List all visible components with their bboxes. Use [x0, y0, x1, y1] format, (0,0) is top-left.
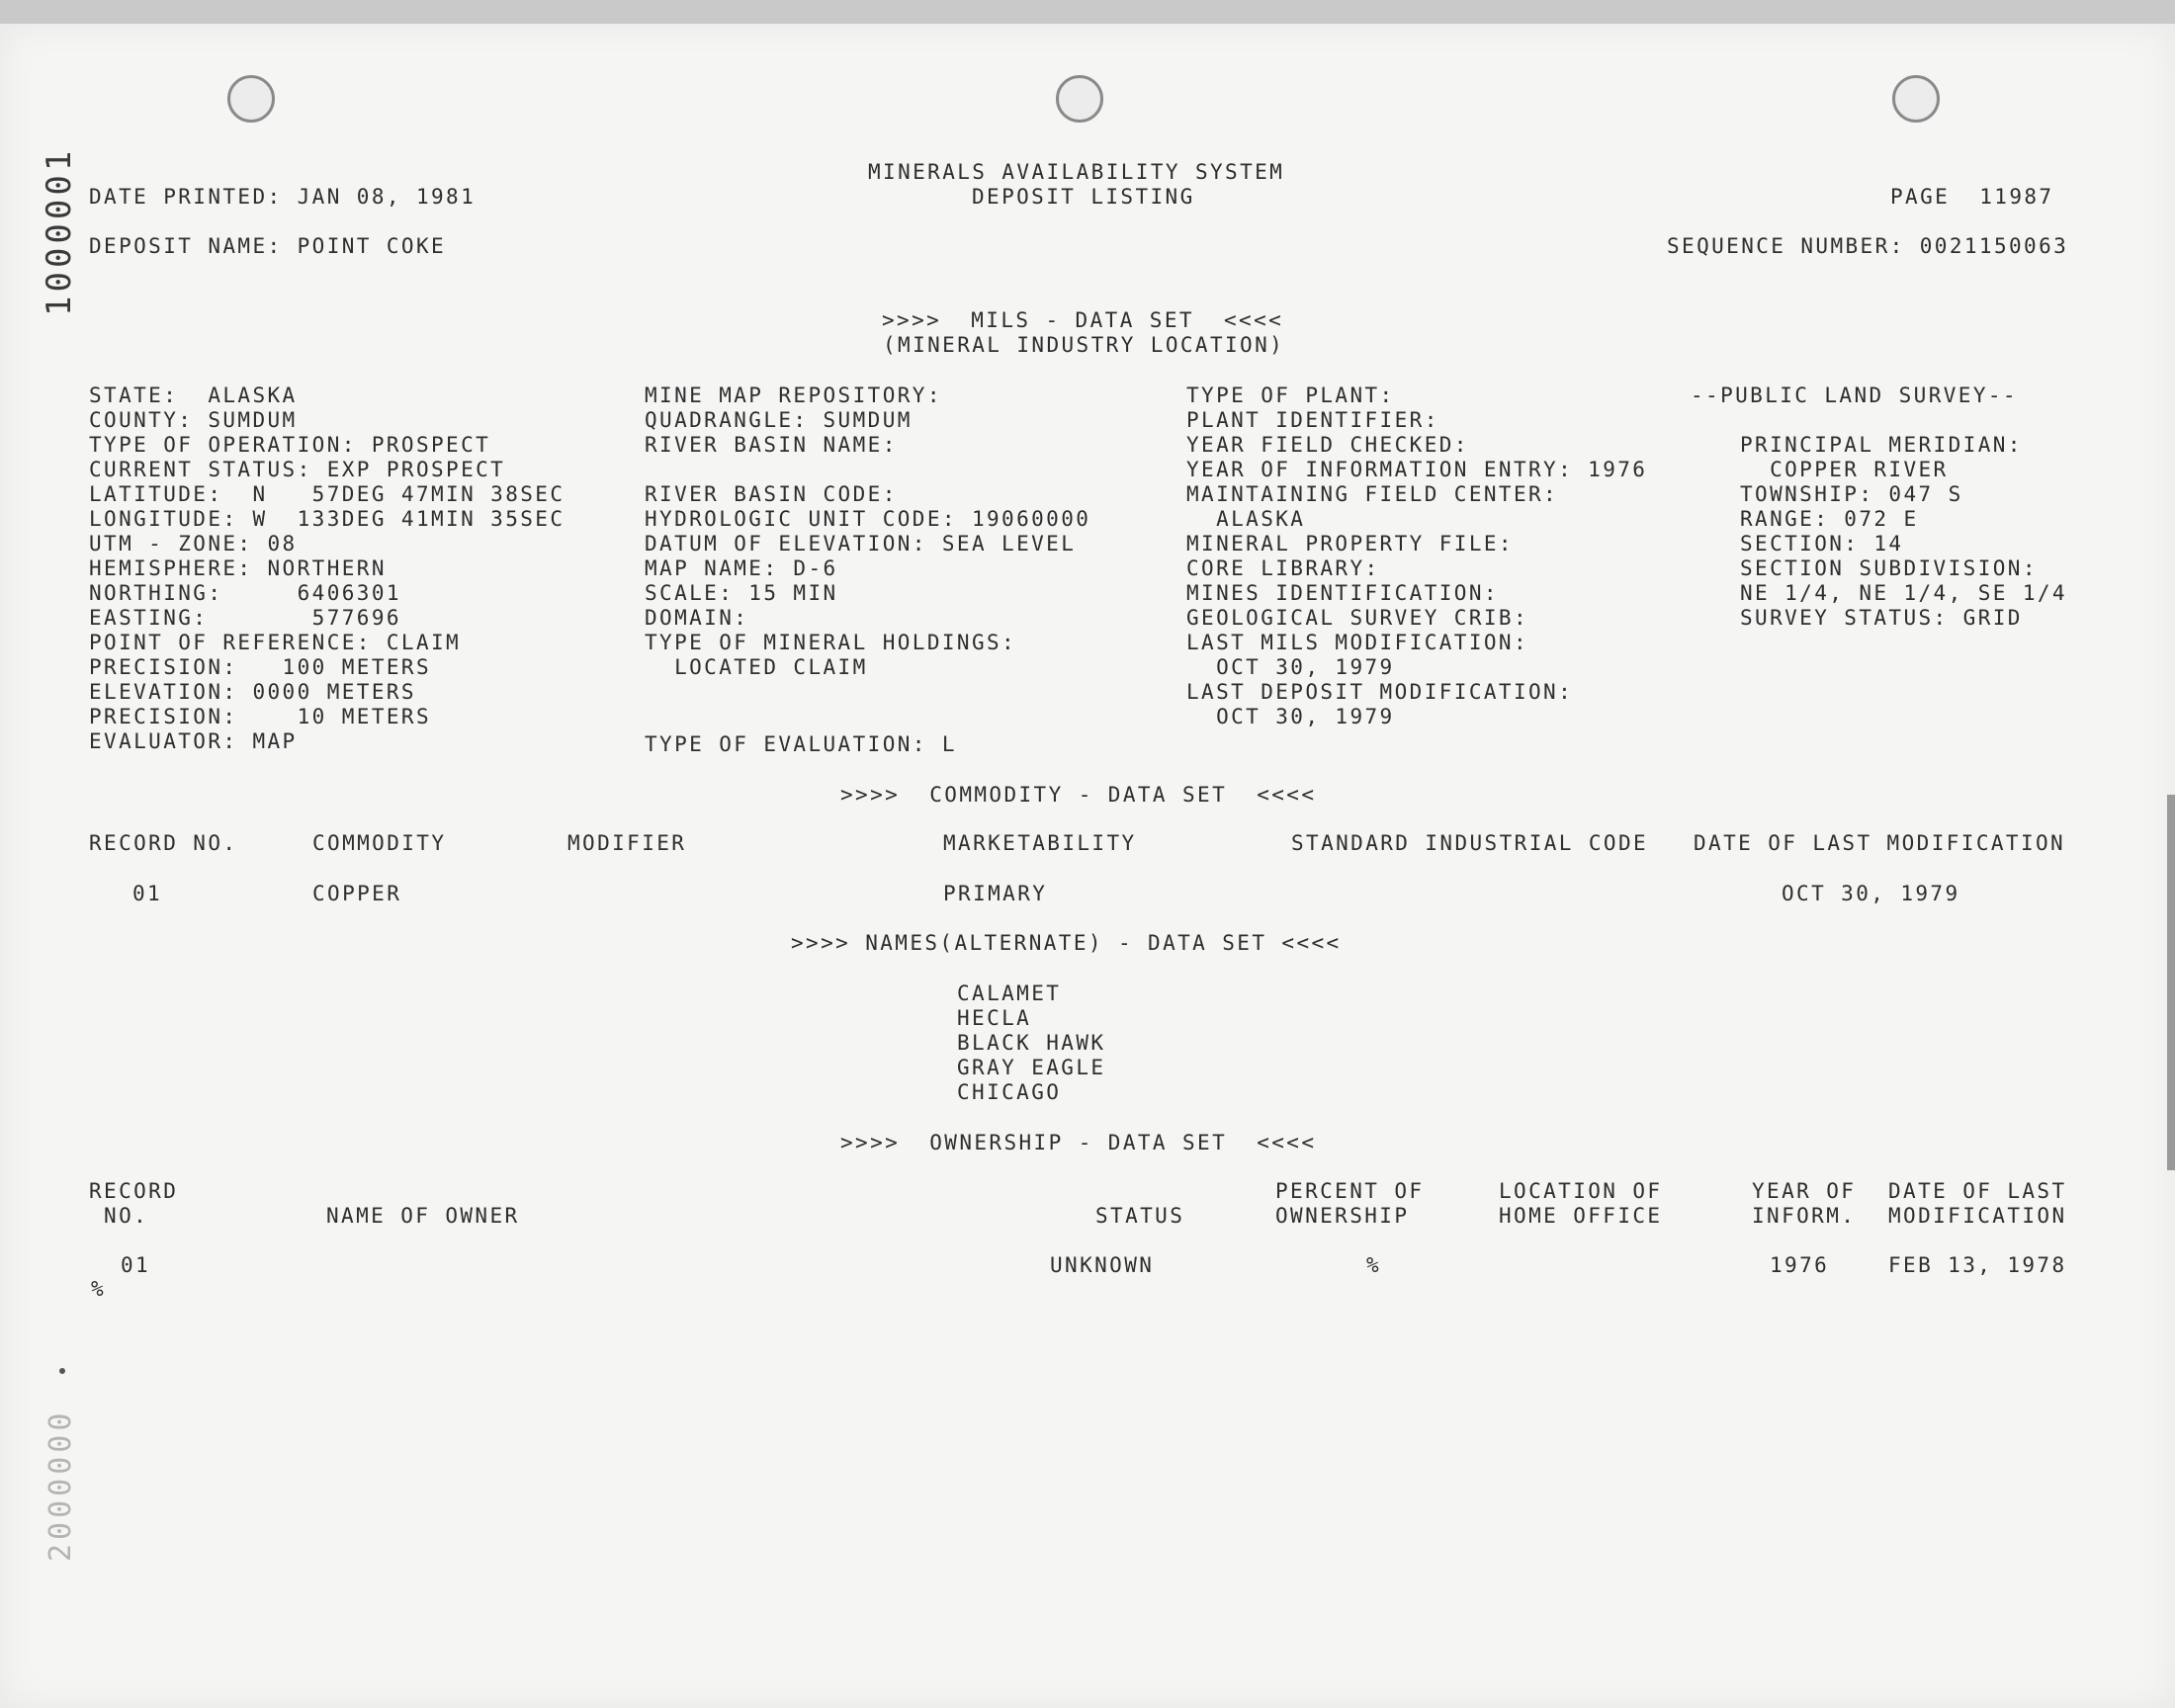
mils-field: CURRENT STATUS: EXP PROSPECT	[89, 458, 506, 481]
mils-field: TYPE OF PLANT:	[1186, 384, 1395, 407]
column-header-location: LOCATION OF	[1499, 1179, 1663, 1203]
ownership-status: UNKNOWN	[1050, 1253, 1155, 1277]
mils-field: COPPER RIVER	[1740, 458, 1949, 481]
list-item: BLACK HAWK	[957, 1031, 1106, 1055]
end-of-record-mark: %	[91, 1277, 107, 1301]
public-land-survey-heading: --PUBLIC LAND SURVEY--	[1691, 384, 2018, 407]
ownership-heading: >>>> OWNERSHIP - DATA SET <<<<	[840, 1131, 1317, 1154]
mils-field: SECTION: 14	[1740, 532, 1904, 555]
page-number: PAGE 11987	[1890, 185, 2054, 209]
names-heading: >>>> NAMES(ALTERNATE) - DATA SET <<<<	[791, 931, 1342, 955]
mils-field: SCALE: 15 MIN	[645, 581, 838, 605]
deposit-name: DEPOSIT NAME: POINT COKE	[89, 234, 447, 258]
mils-heading: >>>> MILS - DATA SET <<<<	[882, 308, 1284, 332]
ownership-record-no: 01	[121, 1253, 151, 1277]
mils-field: DATUM OF ELEVATION: SEA LEVEL	[645, 532, 1077, 555]
mils-field: STATE: ALASKA	[89, 384, 298, 407]
mils-field: SECTION SUBDIVISION:	[1740, 556, 2038, 580]
mils-field: PLANT IDENTIFIER:	[1186, 408, 1439, 432]
ownership-percent: %	[1366, 1253, 1382, 1277]
ownership-year: 1976	[1770, 1253, 1830, 1277]
mils-field: ELEVATION: 0000 METERS	[89, 680, 416, 704]
column-header-date-last-mod: DATE OF LAST MODIFICATION	[1694, 831, 2066, 855]
mils-field: SURVEY STATUS: GRID	[1740, 606, 2023, 630]
column-header-name-of-owner: NAME OF OWNER	[326, 1204, 520, 1228]
commodity-marketability: PRIMARY	[943, 882, 1048, 905]
mils-field: YEAR FIELD CHECKED:	[1186, 433, 1469, 457]
mils-field: RIVER BASIN NAME:	[645, 433, 898, 457]
mils-field: TYPE OF MINERAL HOLDINGS:	[645, 631, 1017, 654]
column-header-ownership: OWNERSHIP	[1275, 1204, 1410, 1228]
column-header-record-no: RECORD NO.	[89, 831, 238, 855]
mils-field: LONGITUDE: W 133DEG 41MIN 35SEC	[89, 507, 566, 531]
mils-field: PRECISION: 100 METERS	[89, 655, 431, 679]
mils-field: COUNTY: SUMDUM	[89, 408, 298, 432]
commodity-heading: >>>> COMMODITY - DATA SET <<<<	[840, 783, 1317, 807]
listing-title: DEPOSIT LISTING	[972, 185, 1195, 209]
mils-field: MINERAL PROPERTY FILE:	[1186, 532, 1514, 555]
mils-field: MAINTAINING FIELD CENTER:	[1186, 482, 1559, 506]
mils-field: EVALUATOR: MAP	[89, 729, 298, 753]
mils-field: TYPE OF EVALUATION: L	[645, 732, 957, 756]
commodity-name: COPPER	[312, 882, 402, 905]
mils-field: QUADRANGLE: SUMDUM	[645, 408, 913, 432]
mils-field: PRECISION: 10 METERS	[89, 705, 431, 728]
mils-field: MAP NAME: D-6	[645, 556, 838, 580]
ownership-date: FEB 13, 1978	[1888, 1253, 2067, 1277]
film-frame-number-top: 1000001	[40, 146, 79, 316]
column-header-date: DATE OF LAST	[1888, 1179, 2067, 1203]
column-header-marketability: MARKETABILITY	[943, 831, 1137, 855]
mils-field: OCT 30, 1979	[1186, 655, 1395, 679]
list-item: GRAY EAGLE	[957, 1056, 1106, 1079]
mils-field: HYDROLOGIC UNIT CODE: 19060000	[645, 507, 1091, 531]
column-header-record-no: NO.	[89, 1204, 149, 1228]
column-header-modifier: MODIFIER	[567, 831, 687, 855]
column-header-home-office: HOME OFFICE	[1499, 1204, 1663, 1228]
mils-field: DOMAIN:	[645, 606, 749, 630]
list-item: CHICAGO	[957, 1080, 1062, 1104]
mils-field: MINE MAP REPOSITORY:	[645, 384, 942, 407]
film-frame-number-bottom: 2000000	[44, 1409, 78, 1562]
punch-hole-left	[227, 75, 275, 123]
mils-field: RIVER BASIN CODE:	[645, 482, 898, 506]
mils-field: TOWNSHIP: 047 S	[1740, 482, 1963, 506]
mils-field: GEOLOGICAL SURVEY CRIB:	[1186, 606, 1528, 630]
mils-field: NE 1/4, NE 1/4, SE 1/4	[1740, 581, 2067, 605]
column-header-inform: INFORM.	[1752, 1204, 1857, 1228]
sequence-number: SEQUENCE NUMBER: 0021150063	[1667, 234, 2069, 258]
column-header-record: RECORD	[89, 1179, 179, 1203]
list-item: CALAMET	[957, 982, 1062, 1005]
mils-field: UTM - ZONE: 08	[89, 532, 298, 555]
mils-field: HEMISPHERE: NORTHERN	[89, 556, 387, 580]
column-header-percent: PERCENT OF	[1275, 1179, 1425, 1203]
punch-hole-center	[1056, 75, 1103, 123]
column-header-year: YEAR OF	[1752, 1179, 1857, 1203]
system-title: MINERALS AVAILABILITY SYSTEM	[868, 160, 1285, 184]
mils-field: RANGE: 072 E	[1740, 507, 1919, 531]
mils-field: POINT OF REFERENCE: CLAIM	[89, 631, 462, 654]
mils-field: LATITUDE: N 57DEG 47MIN 38SEC	[89, 482, 566, 506]
mils-field: LAST DEPOSIT MODIFICATION:	[1186, 680, 1574, 704]
stray-dot	[59, 1368, 65, 1374]
date-printed: DATE PRINTED: JAN 08, 1981	[89, 185, 477, 209]
mils-field: CORE LIBRARY:	[1186, 556, 1380, 580]
mils-field: PRINCIPAL MERIDIAN:	[1740, 433, 2023, 457]
mils-field: ALASKA	[1186, 507, 1306, 531]
mils-field: EASTING: 577696	[89, 606, 401, 630]
page-edge-shadow	[2167, 795, 2175, 1170]
mils-field: NORTHING: 6406301	[89, 581, 401, 605]
mils-field: MINES IDENTIFICATION:	[1186, 581, 1499, 605]
column-header-status: STATUS	[1095, 1204, 1185, 1228]
mils-field: TYPE OF OPERATION: PROSPECT	[89, 433, 491, 457]
mils-field: YEAR OF INFORMATION ENTRY: 1976	[1186, 458, 1648, 481]
mils-field: LAST MILS MODIFICATION:	[1186, 631, 1528, 654]
listing-page	[0, 24, 2175, 1708]
commodity-date: OCT 30, 1979	[1782, 882, 1960, 905]
column-header-modification: MODIFICATION	[1888, 1204, 2067, 1228]
mils-field: OCT 30, 1979	[1186, 705, 1395, 728]
column-header-commodity: COMMODITY	[312, 831, 447, 855]
mils-subheading: (MINERAL INDUSTRY LOCATION)	[883, 333, 1285, 357]
list-item: HECLA	[957, 1006, 1032, 1030]
commodity-record-no: 01	[132, 882, 163, 905]
column-header-sic: STANDARD INDUSTRIAL CODE	[1291, 831, 1649, 855]
mils-field: LOCATED CLAIM	[645, 655, 868, 679]
punch-hole-right	[1892, 75, 1940, 123]
